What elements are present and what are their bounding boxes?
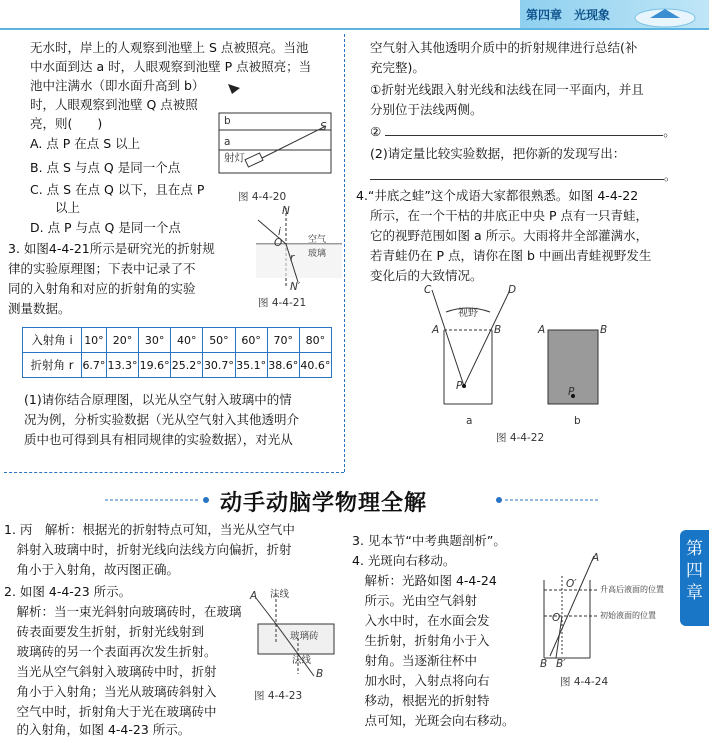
fig21-o: O (274, 237, 283, 249)
fig23-b: B (316, 668, 324, 680)
fig24-o2: O′ (566, 578, 577, 590)
table-cell: 25.2° (171, 353, 203, 378)
blank-2-answer-line[interactable] (385, 123, 663, 136)
q3-line-1: 3. 如图4-4-21所示是研究光的折射规 (8, 241, 215, 256)
answer-line: 砖表面要发生折射，折射光线射到 (4, 624, 205, 639)
answer-line: 玻璃砖的另一个表面再次发生折射。 (4, 644, 217, 659)
answer-line: 角小于入射角，故丙图正确。 (4, 562, 180, 577)
fig22-sub-a: a (466, 415, 473, 427)
cont-line-1: 空气射入其他透明介质中的折射规律进行总结(补 (370, 40, 638, 55)
q3-line-2: 律的实验原理图；下表中记录了不 (8, 261, 196, 276)
option-d: D. 点 P 与点 Q 是同一个点 (30, 220, 181, 235)
table-header-cell: 折射角 r (23, 353, 82, 378)
cont-line-3: ①折射光线跟入射光线和法线在同一平面内，并且 (370, 82, 644, 97)
q4-line-2: 所示，在一个干枯的井底正中央 P 点有一只青蛙， (370, 208, 648, 223)
answer-line: 斜射入玻璃中时，折射光线向法线方向偏折，折射 (4, 542, 292, 557)
answer-line: 当光从空气斜射入玻璃砖中时，折射 (4, 664, 217, 679)
fig22-sub-b: b (574, 415, 581, 427)
fig20-caption: 图 4-4-20 (238, 191, 287, 203)
fig23-glass: 玻璃砖 (290, 631, 319, 642)
answer-line: 射角。当逐渐往杯中 (352, 653, 478, 668)
part2-label: (2)请定量比较实验数据，把你新的发现写出： (370, 146, 626, 161)
fig24-initial: 初始液面的位置 (600, 611, 656, 620)
answer-line: 3. 见本节“中考典题剖析”。 (352, 533, 506, 548)
option-c: C. 点 S 在点 Q 以下，且在点 P (30, 182, 205, 197)
section-title: 动手动脑学物理全解 (220, 491, 428, 516)
q-intro-line-3: 池中注满水（即水面升高到 b） (30, 78, 205, 93)
table-cell: 20° (106, 328, 138, 353)
fig23-caption: 图 4-4-23 (254, 690, 303, 702)
table-row (23, 328, 332, 353)
table-cell: 38.6° (267, 353, 299, 378)
fig23-normal2: 法线 (292, 655, 312, 666)
q3-part1-line-3: 质中也可得到具有相同规律的实验数据），对光从 (24, 432, 293, 447)
period: 。 (664, 168, 677, 183)
q3-part1-line-2: 况为例，分析实验数据（光从空气射入其他透明介 (24, 412, 300, 427)
table-cell: 30° (139, 328, 171, 353)
part2-answer-row (370, 166, 677, 185)
fig24-o: O (552, 612, 561, 624)
fig21-n2: N′ (290, 281, 301, 293)
answer-line: 移动，根据光的折射特 (352, 693, 490, 708)
fig22-caption: 图 4-4-22 (496, 432, 545, 444)
fig22-p: P (456, 380, 463, 392)
table-cell: 70° (267, 328, 299, 353)
table-cell: 30.7° (203, 353, 235, 378)
table-cell: 50° (203, 328, 235, 353)
answer-line: 入水中时，在水面会发 (352, 613, 490, 628)
fig24-b2: B′ (556, 658, 566, 670)
q3-part1-line-1: (1)请你结合原理图，以光从空气射入玻璃中的情 (24, 392, 292, 407)
q4-line-4: 若青蛙仍在 P 点，请你在图 b 中画出青蛙视野发生 (370, 248, 652, 263)
q4-line-3: 它的视野范围如图 a 所示。大雨将井全部灌满水， (370, 228, 649, 243)
q-intro-line-1: 无水时，岸上的人观察到池壁上 S 点被照亮。当池 (30, 40, 309, 55)
answer-line: 4. 光斑向右移动。 (352, 553, 456, 568)
fig20-label-s: S (320, 121, 327, 133)
chapter-side-tab[interactable] (680, 530, 709, 626)
option-c-cont: 以上 (30, 200, 81, 215)
fig21-n: N (282, 205, 290, 217)
fig20-label-b: b (224, 115, 231, 127)
table-cell: 19.6° (139, 353, 171, 378)
answer-line: 角小于入射角；当光从玻璃砖斜射入 (4, 684, 217, 699)
q-intro-line-4: 时，人眼观察到池壁 Q 点被照 (30, 97, 198, 112)
answer-line: 解析：当一束光斜射向玻璃砖时，在玻璃 (4, 604, 242, 619)
fig24-a: A (592, 552, 600, 564)
blank-2-label: ② (370, 124, 382, 139)
fig22-b-b: B (600, 324, 608, 336)
cont-line-2: 充完整)。 (370, 60, 425, 75)
fig24-b: B (540, 658, 548, 670)
fig22-c: C (424, 284, 432, 296)
answer-line: 点可知，光斑会向右移动。 (352, 713, 515, 728)
table-cell: 80° (299, 328, 331, 353)
fig22-a: A (432, 324, 440, 336)
answer-line: 2. 如图 4-4-23 所示。 (4, 584, 132, 599)
table-header-cell: 入射角 i (23, 328, 82, 353)
answer-line: 所示。光由空气斜射 (352, 593, 478, 608)
table-cell: 10° (82, 328, 107, 353)
chapter-label: 第四章 (526, 8, 563, 22)
table-cell: 6.7° (82, 353, 107, 378)
header-rule (0, 28, 709, 30)
fig22-view: 视野 (458, 308, 478, 319)
part2-answer-line[interactable] (370, 167, 664, 180)
answer-line: 空气中时，折射角大于光在玻璃砖中 (4, 704, 217, 719)
answer-line: 加水时，入射点将向右 (352, 673, 490, 688)
fig24-raised: 升高后液面的位置 (600, 585, 664, 594)
fig23-normal1: 法线 (270, 589, 290, 600)
refraction-data-table (22, 327, 332, 378)
q3-line-3: 同的入射角和对应的折射角的实验 (8, 281, 196, 296)
fig22-b: B (494, 324, 502, 336)
q-intro-line-2: 中水面到达 a 时，人眼观察到池壁 P 点被照亮；当 (30, 59, 312, 74)
q3-line-4: 测量数据。 (8, 301, 71, 316)
table-cell: 40° (171, 328, 203, 353)
eye-icon (226, 80, 242, 96)
answer-line: 的入射角，如图 4-4-23 所示。 (4, 722, 191, 737)
fig21-air: 空气 (308, 235, 327, 245)
fig23-a: A (250, 590, 258, 602)
answer-line: 生折射，折射角小于入 (352, 633, 490, 648)
topic-label: 光现象 (574, 8, 611, 22)
period: 。 (663, 124, 676, 139)
fig22-p-b: P (568, 386, 575, 398)
header-decoration (630, 4, 700, 28)
fig22-a-b: A (538, 324, 546, 336)
table-cell: 35.1° (235, 353, 267, 378)
table-cell: 13.3° (106, 353, 138, 378)
q4-line-1: 4.“井底之蛙”这个成语大家都很熟悉。如图 4-4-22 (356, 188, 639, 203)
fig21-i: i (278, 226, 281, 238)
side-tab-text: 第四章 (686, 539, 703, 603)
table-row (23, 353, 332, 378)
blank-2-row (370, 122, 676, 141)
chapter-header (526, 6, 610, 23)
fig24-caption: 图 4-4-24 (560, 676, 609, 688)
fig21-r: r (290, 252, 295, 264)
answer-line: 1. 丙 解析：根据光的折射特点可知，当光从空气中 (4, 522, 295, 537)
fig21-glass: 玻璃 (308, 249, 327, 259)
q4-line-5: 变化后的大致情况。 (370, 268, 483, 283)
option-b: B. 点 S 与点 Q 是同一个点 (30, 160, 181, 175)
cont-line-4: 分别位于法线两侧。 (370, 102, 483, 117)
q-intro-line-5: 亮，则( ) (30, 116, 103, 131)
table-cell: 40.6° (299, 353, 331, 378)
fig20-label-a: a (224, 136, 231, 148)
fig21-caption: 图 4-4-21 (258, 297, 307, 309)
option-a: A. 点 P 在点 S 以上 (30, 136, 141, 151)
fig22-d: D (508, 284, 517, 296)
table-cell: 60° (235, 328, 267, 353)
figure-4-4-22 (418, 286, 618, 426)
answer-line: 解析：光路如图 4-4-24 (352, 573, 497, 588)
fig20-label-lamp: 射灯 (224, 152, 245, 164)
